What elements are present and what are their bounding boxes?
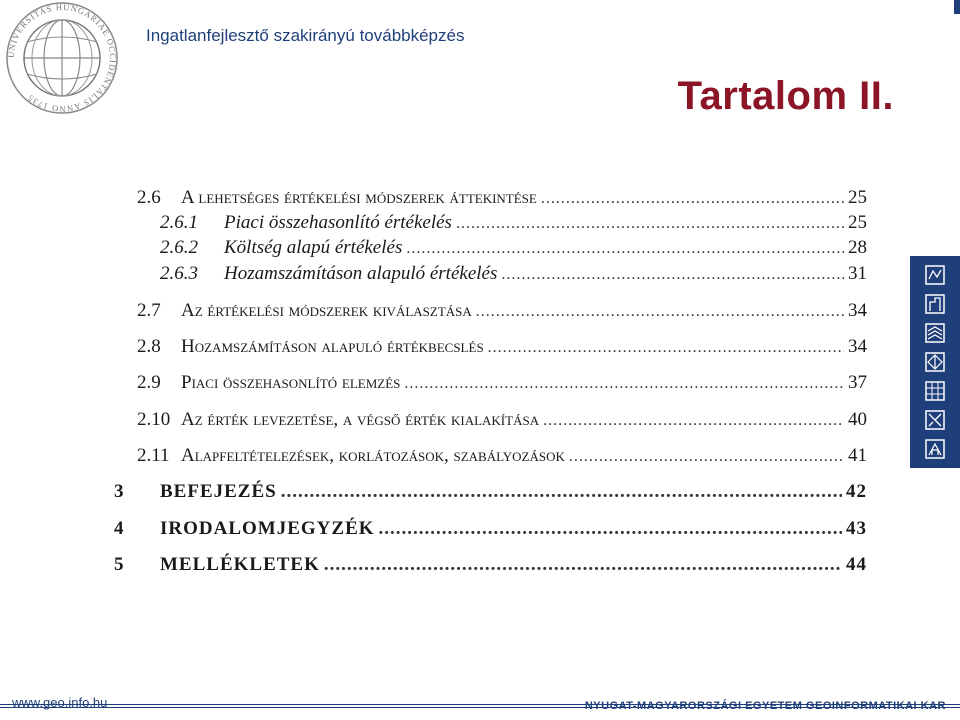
toc-entry [137,336,867,358]
toc-entry [160,237,867,259]
toc-title: Az érték levezetése, a végső érték kialakítása [181,409,540,430]
toc-entry [114,481,867,503]
house-icon[interactable] [925,439,945,459]
toc-leader [406,240,844,258]
toc-number: 2.6.2 [160,237,198,258]
toc-page: 41 [848,445,867,466]
toc-title: BEFEJEZÉS [160,481,277,502]
page-title: Tartalom II. [677,74,894,118]
toc-entry [137,372,867,394]
toc-number: 2.9 [137,372,161,393]
toc-title: IRODALOMJEGYZÉK [160,518,375,539]
toc-title: Költség alapú értékelés [224,237,403,258]
toc-number: 2.10 [137,409,171,430]
toc-page: 43 [846,518,867,539]
footer-organization: NYUGAT-MAGYARORSZÁGI EGYETEM GEOINFORMATIKAI KAR [584,700,946,712]
map-icon[interactable] [925,265,945,285]
toc-entry [137,187,867,209]
toc-page: 44 [846,554,867,575]
toc-title: MELLÉKLETEK [160,554,320,575]
toc-number: 5 [114,554,125,575]
toc-leader [281,481,842,503]
toc-page: 40 [848,409,867,430]
toc-entry [160,212,867,234]
cube-icon[interactable] [925,352,945,372]
toc-leader [569,448,844,466]
toc-leader [404,375,844,393]
toc-number: 2.6.3 [160,263,198,284]
toc-title: Piaci összehasonlító elemzés [181,372,401,393]
toc-page: 25 [848,187,867,208]
toc-number: 2.6.1 [160,212,198,233]
toc-leader [324,554,842,576]
toc-entry [137,445,867,467]
toc-title: A lehetséges értékelési módszerek áttekintése [181,187,537,208]
toc-page: 31 [848,263,867,284]
toc-leader [543,412,844,430]
toc-leader [488,339,844,357]
toc-number: 3 [114,481,125,502]
footer-url-link[interactable]: www.geo.info.hu [12,695,108,710]
toc-page: 34 [848,300,867,321]
side-icon-bar [910,256,960,468]
toc-entry [137,409,867,431]
toc-leader [456,215,844,233]
toc-page: 28 [848,237,867,258]
toc-number: 4 [114,518,125,539]
toc-entry [160,263,867,285]
toc-leader [541,190,844,208]
toc-number: 2.8 [137,336,161,357]
toc-number: 2.7 [137,300,161,321]
toc-page: 42 [846,481,867,502]
grid-map-icon[interactable] [925,381,945,401]
toc-page: 34 [848,336,867,357]
toc-leader [476,303,844,321]
toc-leader [379,518,842,540]
toc-title: Alapfeltételezések, korlátozások, szabályozások [181,445,565,466]
toc-number: 2.6 [137,187,161,208]
toc-entry [137,300,867,322]
toc-entry [114,554,867,576]
program-name: Ingatlanfejlesztő szakirányú továbbképzés [146,26,465,45]
toc-page: 37 [848,372,867,393]
toc-page: 25 [848,212,867,233]
seal-text: UNIVERSITAS HUNGARIAE OCCIDENTALIS ANNO 1735 [5,1,119,115]
toc-title: Piaci összehasonlító értékelés [224,212,452,233]
layers-icon[interactable] [925,323,945,343]
survey-icon[interactable] [925,410,945,430]
building-icon[interactable] [925,294,945,314]
toc-entry [114,518,867,540]
toc-number: 2.11 [137,445,170,466]
toc-title: Hozamszámításon alapuló értékbecslés [181,336,484,357]
toc-leader [501,266,844,284]
toc-title: Az értékelési módszerek kiválasztása [181,300,472,321]
toc-title: Hozamszámításon alapuló értékelés [224,263,498,284]
